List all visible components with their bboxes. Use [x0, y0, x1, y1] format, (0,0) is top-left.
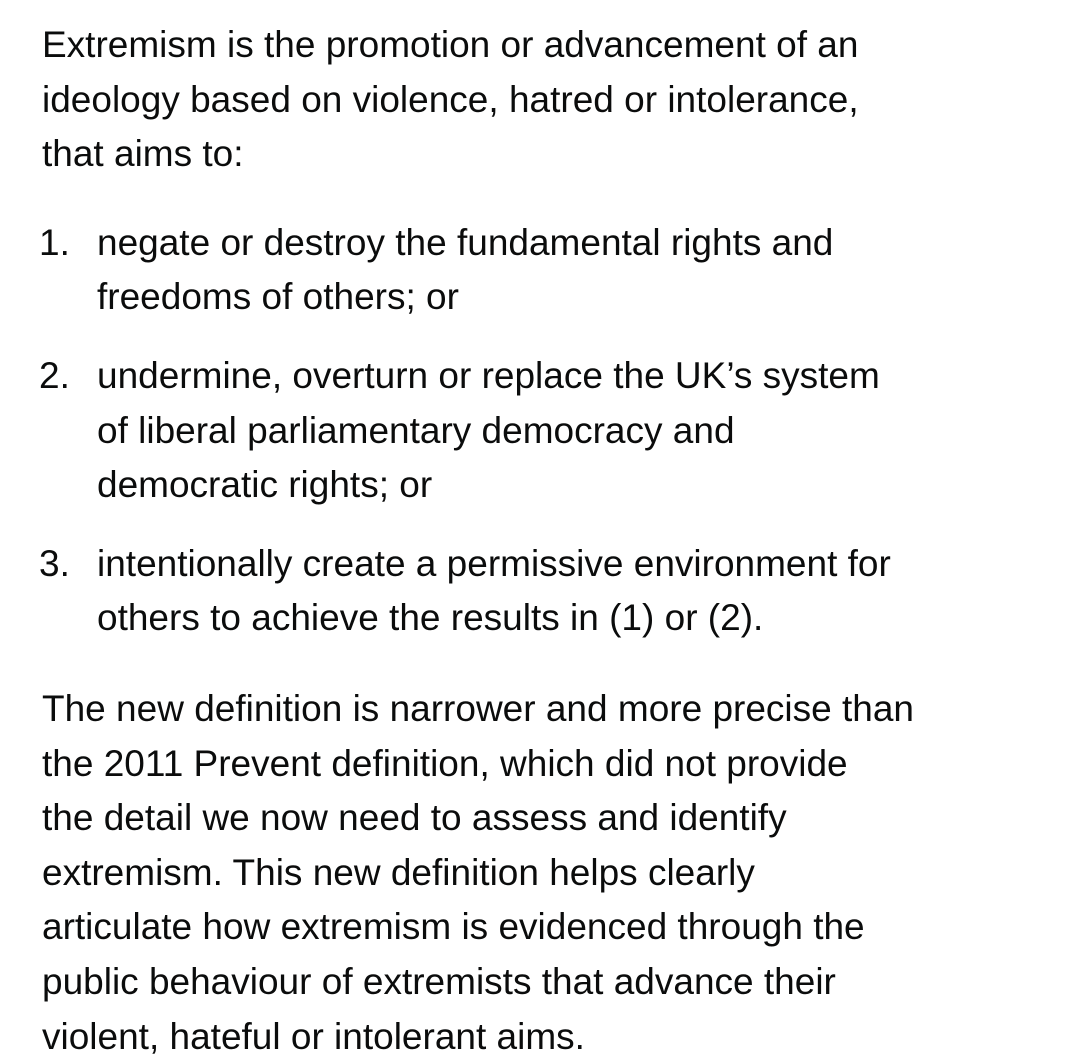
- definition-list: [39, 216, 1040, 646]
- list-item-number: 2.: [39, 354, 70, 396]
- closing-line: public behaviour of extremists that advance their: [42, 960, 836, 1002]
- closing-line: articulate how extremism is evidenced through the: [42, 906, 865, 948]
- list-item-line: democratic rights; or: [97, 464, 433, 506]
- intro-line: that aims to:: [42, 133, 244, 175]
- definition-list-item-3: [39, 537, 1040, 646]
- list-item-line: undermine, overturn or replace the UK’s system: [97, 354, 880, 396]
- closing-line: the detail we now need to assess and identify: [42, 797, 787, 839]
- intro-line: ideology based on violence, hatred or intolerance,: [42, 78, 859, 120]
- list-item-number: 1.: [39, 221, 70, 263]
- closing-line: extremism. This new definition helps clearly: [42, 851, 755, 893]
- list-item-line: others to achieve the results in (1) or (2).: [97, 597, 764, 639]
- closing-line: violent, hateful or intolerant aims.: [42, 1015, 585, 1057]
- closing-paragraph: [42, 682, 1040, 1064]
- definition-list-item-2: [39, 349, 1040, 513]
- list-item-line: freedoms of others; or: [97, 276, 459, 318]
- closing-line: the 2011 Prevent definition, which did not provide: [42, 742, 848, 784]
- list-item-number: 3.: [39, 542, 70, 584]
- list-item-line: intentionally create a permissive environment for: [97, 542, 891, 584]
- intro-line: Extremism is the promotion or advancement of an: [42, 24, 859, 65]
- list-item-line: negate or destroy the fundamental rights and: [97, 221, 834, 263]
- definition-list-item-1: [39, 216, 1040, 325]
- intro-paragraph: [42, 18, 1040, 182]
- closing-line: The new definition is narrower and more precise than: [42, 687, 915, 729]
- list-item-line: of liberal parliamentary democracy and: [97, 409, 735, 451]
